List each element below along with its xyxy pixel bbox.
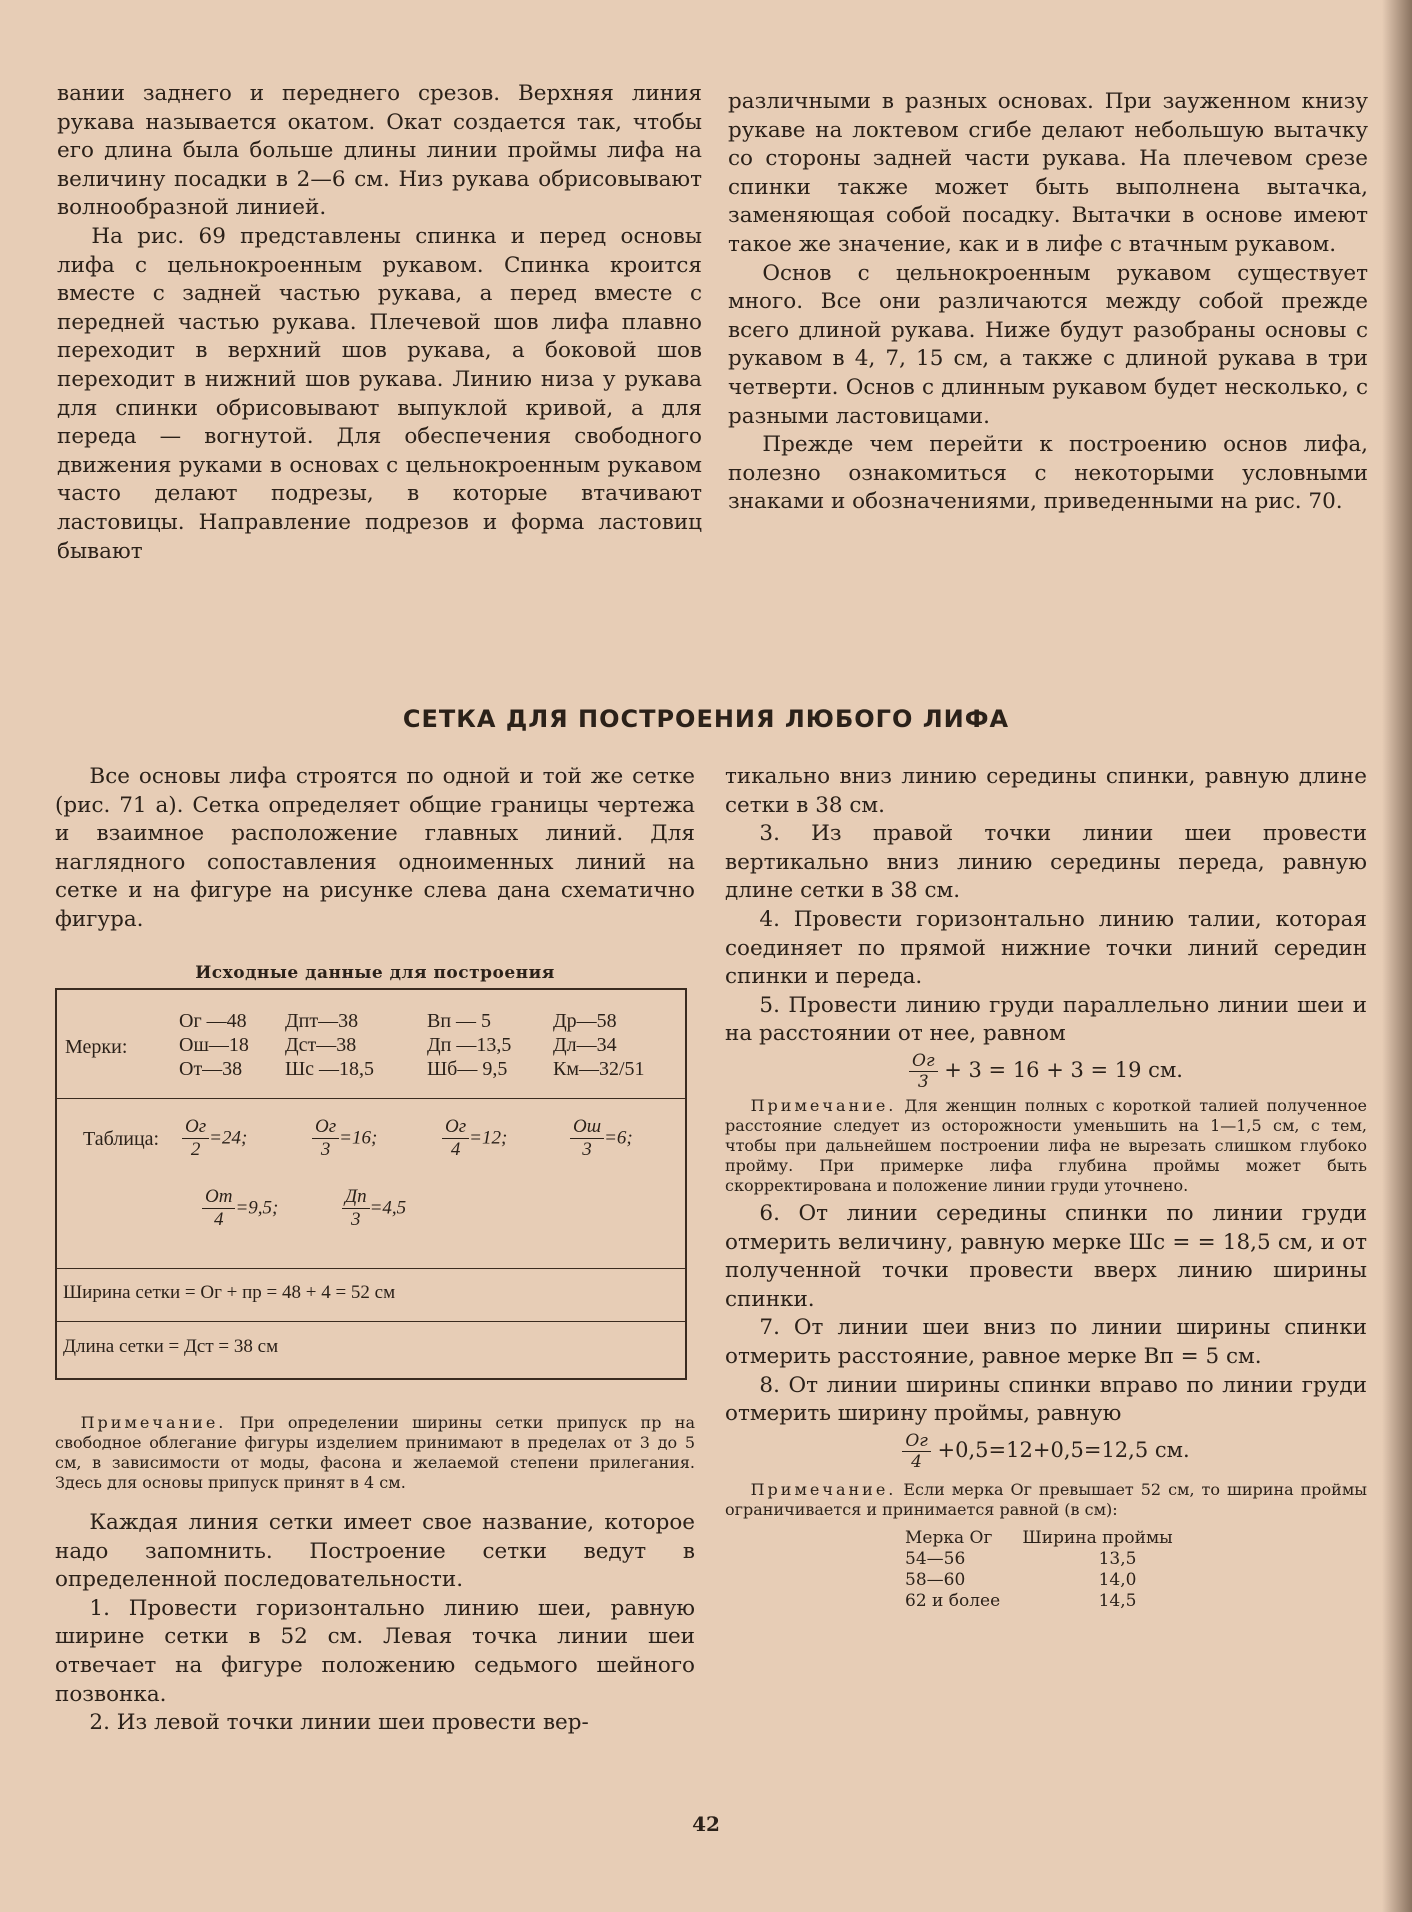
paragraph: 2. Из левой точки линии шеи провести вер-: [89, 1710, 589, 1736]
measure-cell: Км—32/51: [553, 1058, 645, 1080]
measure-cell: Дп —13,5: [427, 1034, 512, 1056]
table-header: Ширина проймы: [1022, 1527, 1173, 1548]
measure-cell: Дл—34: [553, 1034, 617, 1056]
fraction-numerator: Ог: [182, 1116, 209, 1139]
note-text: Если мерка Ог превышает 52 см, то ширина проймы ограничивается и принимается равной (в см):: [725, 1479, 1367, 1519]
data-box-caption: Исходные данные для построения: [195, 963, 555, 983]
fraction-denominator: 4: [450, 1139, 461, 1160]
measure-cell: Шб— 9,5: [427, 1058, 508, 1080]
table-header: Мерка Ог: [905, 1527, 993, 1548]
paragraph: 5. Провести линию груди параллельно линии шеи и на расстоянии от нее, равном: [725, 992, 1367, 1047]
measure-cell: Ош—18: [179, 1034, 249, 1056]
grid-length-formula: Длина сетки = Дст = 38 см: [63, 1336, 279, 1357]
measure-cell: Др—58: [553, 1010, 617, 1032]
note-word: Примечание.: [80, 1413, 227, 1432]
note-text: При определении ширины сетки припуск пр на свободное облегание фигуры изделием принимают в пределах от 3 до 5 см, в зависимости от моды, фасона и желаемой степени прилегания. Здесь для основы припуск принят в 4 см.: [55, 1413, 695, 1492]
paragraph: Основ с цельнокроенным рукавом существует много. Все они различаются между собой прежде всего длиной рукава. Ниже будут разобраны основы с рукавом в 4, 7, 15 см, а также с длиной рукава в три четверти. Основ с длинным рукавом будет несколько, с разными ластовицами.: [728, 260, 1368, 429]
paragraph: На рис. 69 представлены спинка и перед основы лифа с цельнокроенным рукавом. Спинка кроится вместе с задней частью рукава, а перед вместе с передней частью рукава. Плечевой шов лифа плавно переходит в верхний шов рукава, а боковой шов переходит в нижний шов рукава. Линию низа у рукава для спинки обрисовывают выпуклой кривой, а для переда — вогнутой. Для обеспечения свободного движения руками в основах с цельнокроенным рукавом часто делают подрезы, в которые втачивают ластовицы. Направление подрезов и форма ластовиц бывают: [57, 223, 702, 564]
fraction-numerator: Дп: [342, 1186, 370, 1209]
table-label: Таблица:: [83, 1128, 160, 1150]
fraction-denominator: 3: [320, 1139, 331, 1160]
table-formula: [182, 1116, 247, 1161]
armhole-width-formula: [725, 1431, 1367, 1472]
fraction-denominator: 3: [351, 1209, 361, 1230]
fraction-numerator: Ог: [442, 1116, 469, 1139]
top-right-column: [728, 88, 1368, 517]
fraction-result: =16;: [339, 1127, 378, 1149]
box-divider: [57, 1321, 685, 1322]
fraction-numerator: Ог: [902, 1431, 931, 1452]
table-formula: [442, 1116, 507, 1161]
armhole-width-table: [905, 1528, 1203, 1612]
note-word: Примечание.: [750, 1095, 897, 1115]
table-formula: [342, 1186, 406, 1231]
fraction-result: =4,5: [369, 1197, 407, 1219]
paragraph: Прежде чем перейти к построению основ лифа, полезно ознакомиться с некоторыми условными знаками и обозначениями, приведенными на рис. 70.: [728, 432, 1368, 515]
fraction-result: =6;: [604, 1127, 633, 1149]
fraction-result: =12;: [469, 1127, 508, 1149]
page-number: 42: [692, 1812, 720, 1836]
fraction-result: =24;: [209, 1127, 248, 1149]
formula-rest: + 3 = 16 + 3 = 19 см.: [944, 1057, 1183, 1082]
fraction-numerator: От: [202, 1186, 235, 1209]
table-cell: 58—60: [905, 1569, 966, 1590]
fraction-denominator: 3: [917, 1071, 929, 1092]
measure-cell: Шс —18,5: [285, 1058, 375, 1080]
table-row: [905, 1570, 1203, 1591]
fraction-numerator: Ог: [312, 1116, 339, 1139]
box-divider: [57, 1098, 685, 1099]
bottom-left-intro: [55, 763, 695, 935]
measures-label: Мерки:: [65, 1036, 128, 1058]
paragraph: Каждая линия сетки имеет свое название, которое надо запомнить. Построение сетки ведут в определенной последовательности.: [55, 1510, 695, 1593]
table-row: [905, 1549, 1203, 1570]
fraction-denominator: 4: [213, 1209, 224, 1230]
measure-cell: Вп — 5: [427, 1010, 492, 1032]
table-cell: 62 и более: [905, 1590, 1001, 1611]
section-heading: СЕТКА ДЛЯ ПОСТРОЕНИЯ ЛЮБОГО ЛИФА: [402, 705, 1010, 733]
fraction-denominator: 2: [190, 1139, 201, 1160]
bottom-right-column: [725, 763, 1367, 1612]
table-formula: [312, 1116, 377, 1161]
paragraph: различными в разных основах. При зауженном книзу рукаве на локтевом сгибе делают небольшую вытачку со стороны задней части рукава. На плечевом срезе спинки также может быть выполнена вытачка, заменяющая собой посадку. Вытачки в основе имеют такое же значение, как и в лифе с втачным рукавом.: [728, 89, 1368, 257]
paragraph: 3. Из правой точки линии шеи провести вертикально вниз линию середины переда, равную длине сетки в 38 см.: [725, 821, 1367, 904]
measure-cell: Дпт—38: [285, 1010, 359, 1032]
note-word: Примечание.: [750, 1479, 897, 1499]
note-large-chest: [725, 1480, 1367, 1520]
note-grid-allowance: [55, 1413, 695, 1493]
scan-edge-shadow: [1382, 0, 1412, 1912]
paragraph: 6. От линии середины спинки по линии груди отмерить величину, равную мерке Шс = = 18,5 см, и от полученной точки провести вверх линию ширины спинки.: [725, 1200, 1367, 1312]
fraction-result: =9,5;: [235, 1197, 279, 1219]
fraction-denominator: 3: [582, 1139, 592, 1160]
measure-cell: Ог —48: [179, 1010, 247, 1032]
top-left-column: [57, 80, 702, 566]
chest-line-formula: [725, 1051, 1367, 1092]
fraction-denominator: 4: [911, 1451, 922, 1472]
paragraph: 8. От линии ширины спинки вправо по линии груди отмерить ширину проймы, равную: [725, 1372, 1367, 1427]
box-divider: [57, 1268, 685, 1269]
paragraph: 1. Провести горизонтально линию шеи, равную ширине сетки в 52 см. Левая точка линии шеи отвечает на фигуре положению седьмого шейного позвонка.: [55, 1595, 695, 1707]
table-cell: 54—56: [905, 1548, 966, 1569]
source-data-box: [55, 988, 687, 1380]
paragraph: 7. От линии шеи вниз по линии ширины спинки отмерить расстояние, равное мерке Вп = 5 см.: [725, 1315, 1367, 1369]
paragraph: вании заднего и переднего срезов. Верхняя линия рукава называется окатом. Окат создается так, чтобы его длина была больше длины линии проймы лифа на величину посадки в 2—6 см. Низ рукава обрисовывают волнообразной линией.: [57, 81, 702, 221]
fraction-numerator: Ош: [570, 1116, 604, 1139]
table-cell: 13,5: [1098, 1548, 1137, 1569]
table-row: [905, 1591, 1203, 1612]
measure-cell: Дст—38: [285, 1034, 357, 1056]
table-cell: 14,5: [1098, 1590, 1137, 1611]
measure-cell: От—38: [179, 1058, 243, 1080]
paragraph: Все основы лифа строятся по одной и той же сетке (рис. 71 а). Сетка определяет общие границы чертежа и взаимное расположение главных линий. Для наглядного сопоставления одноименных линий на сетке и на фигуре на рисунке слева дана схематично фигура.: [55, 764, 695, 932]
table-formula: [570, 1116, 633, 1161]
formula-rest: +0,5=12+0,5=12,5 см.: [937, 1437, 1190, 1462]
paragraph: 4. Провести горизонтально линию талии, которая соединяет по прямой нижние точки линий середин спинки и переда.: [725, 906, 1367, 990]
note-text: Для женщин полных с короткой талией полученное расстояние следует из осторожности уменьшить на 1—1,5 см, с тем, чтобы при дальнейшем построении лифа не вырезать слишком глубоко пройму. При примерке лифа глубина проймы может быть скорректирована и положение линии груди уточнено.: [725, 1095, 1367, 1195]
table-header-row: [905, 1528, 1203, 1549]
fraction-numerator: Ог: [909, 1051, 938, 1072]
grid-width-formula: Ширина сетки = Ог + пр = 48 + 4 = 52 см: [63, 1282, 396, 1303]
bottom-left-steps: [55, 1413, 695, 1738]
note-full-figure: [725, 1096, 1367, 1196]
table-cell: 14,0: [1098, 1569, 1137, 1590]
paragraph: тикально вниз линию середины спинки, равную длине сетки в 38 см.: [725, 764, 1367, 818]
table-formula: [202, 1186, 278, 1231]
